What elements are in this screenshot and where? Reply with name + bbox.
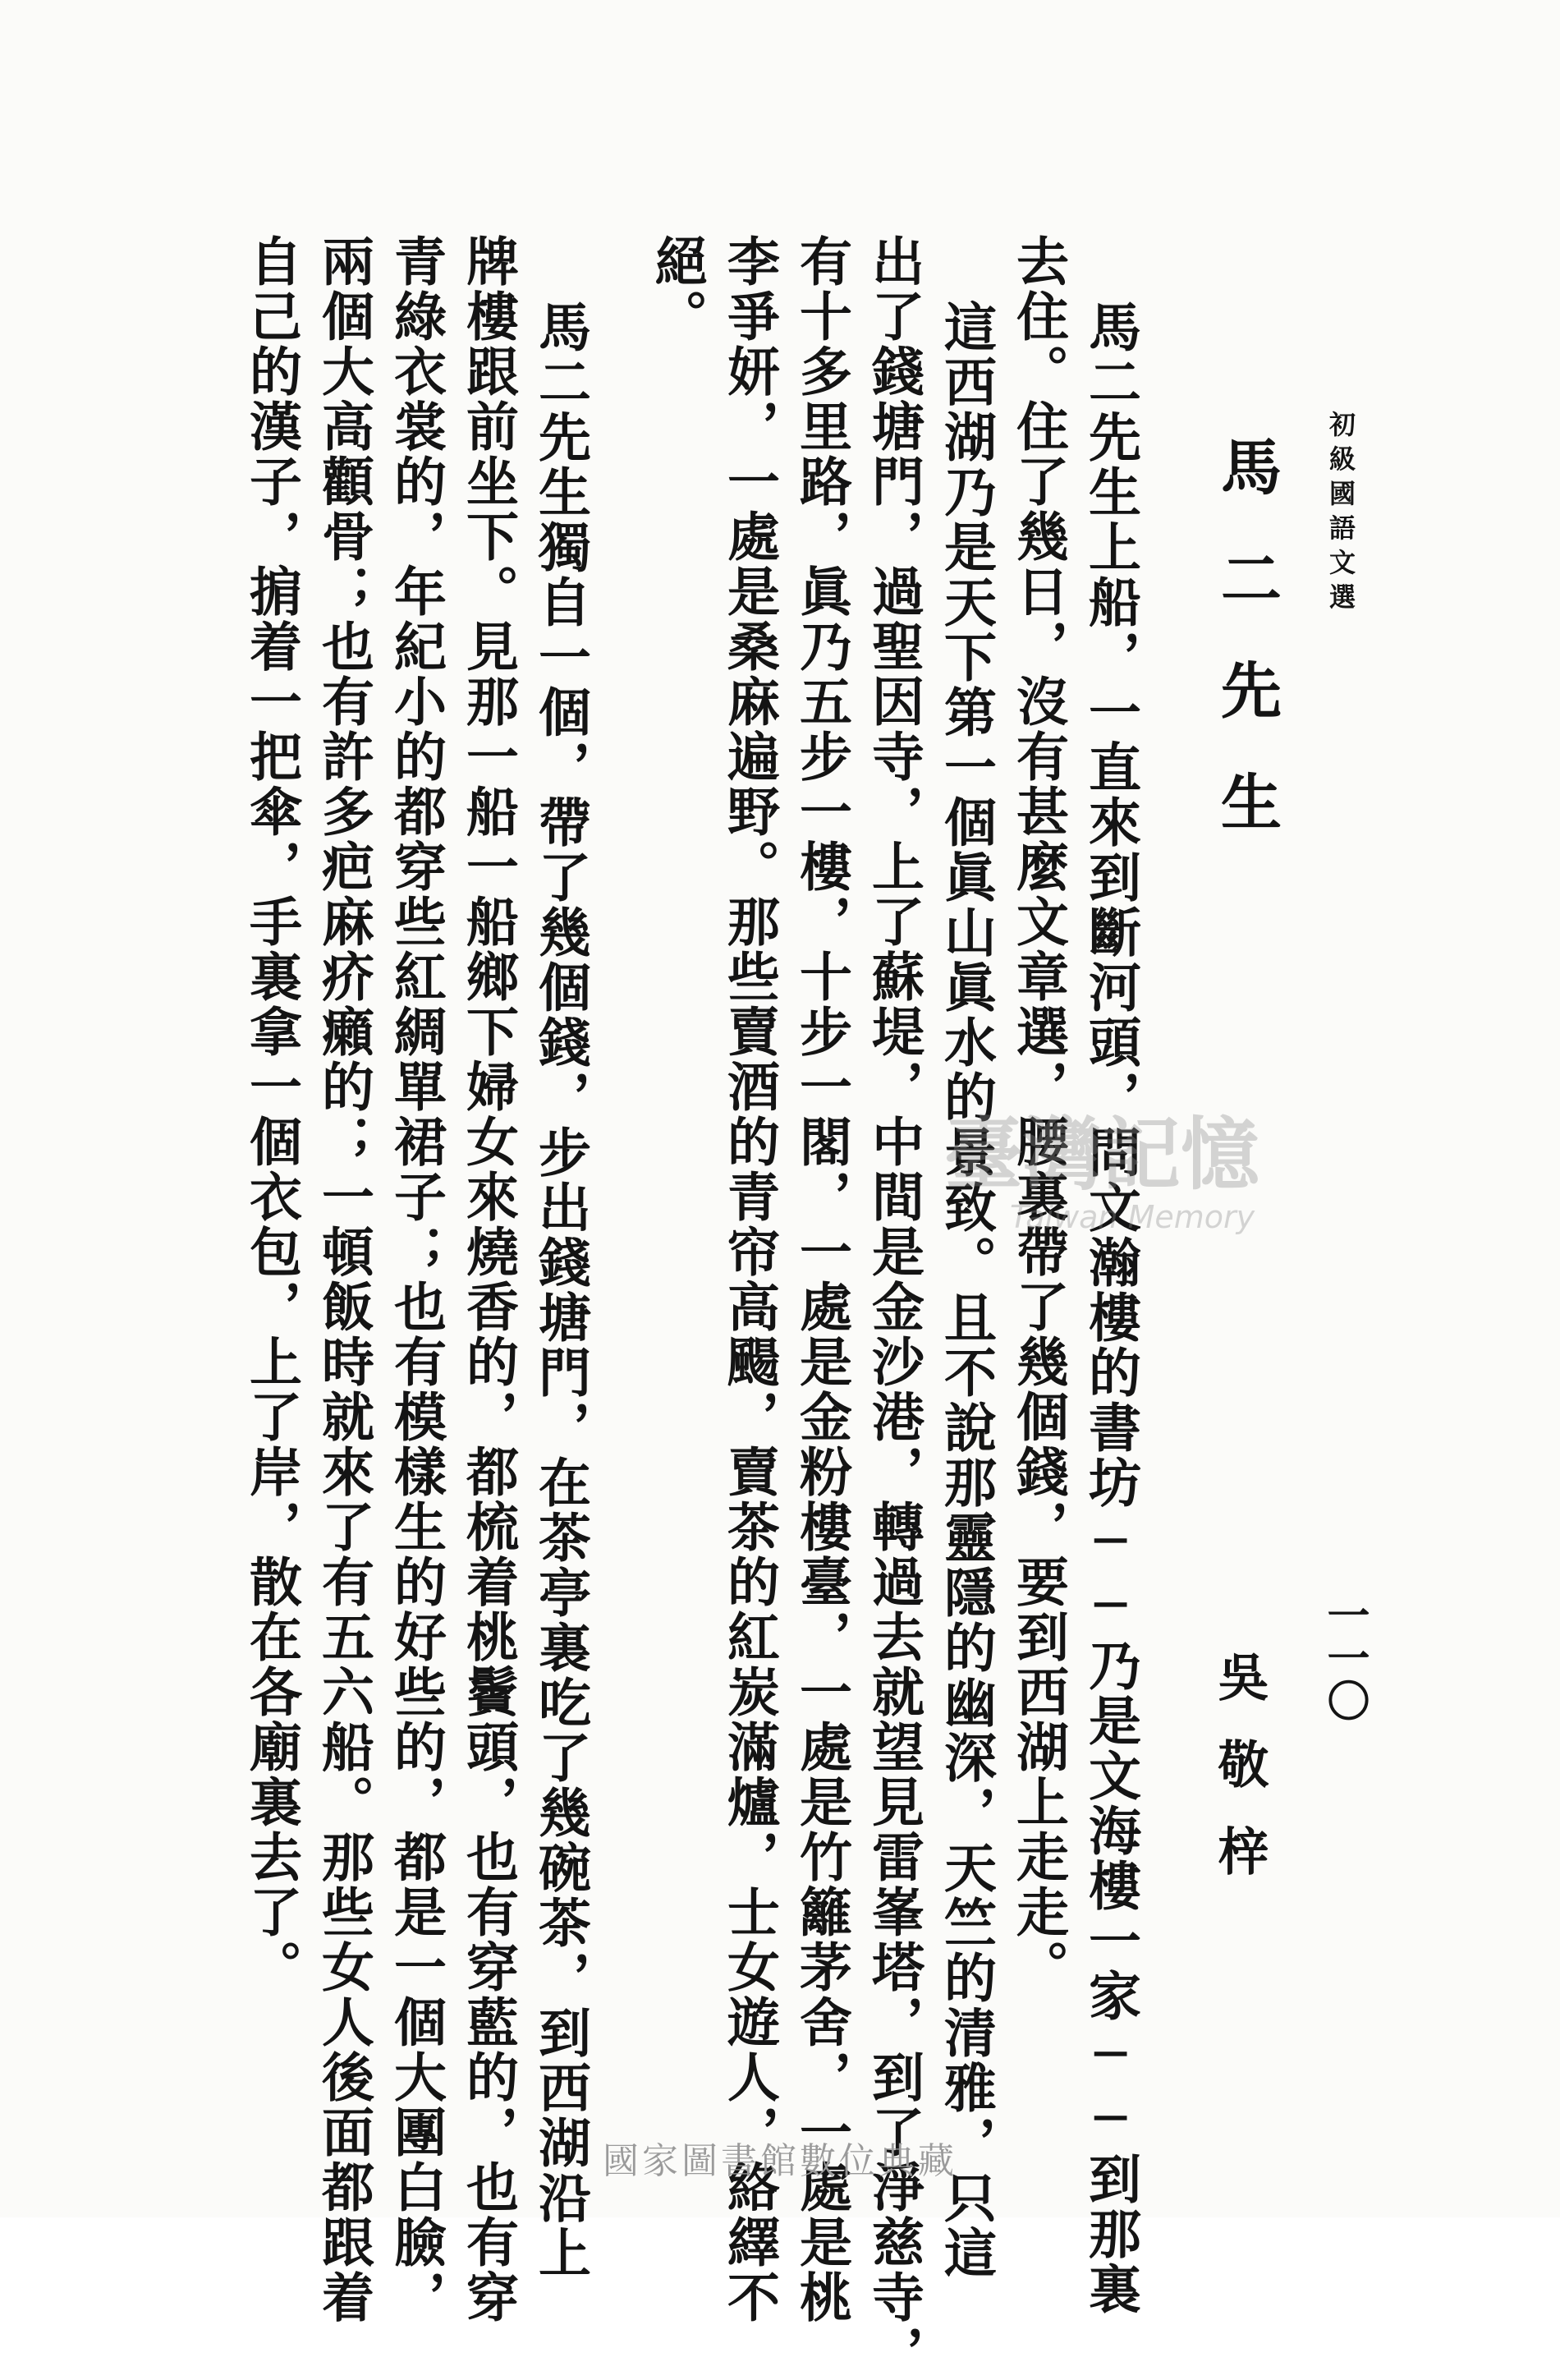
article-title: 馬二先生 xyxy=(1211,435,1282,882)
page-number: 一一〇 xyxy=(1319,1593,1370,1721)
footer-credit: 國家圖書館數位典藏 xyxy=(603,2140,957,2182)
text-column: 青綠衣裳的，年紀小的都穿些紅綢單裙子；也有模樣生的好些的，都是一個大團白臉， xyxy=(385,234,447,2325)
text-column: 馬二先生上船，一直來到斷河頭，問文瀚樓的書坊──乃是文海樓一家──到那裏 xyxy=(1080,300,1141,2317)
text-column: 馬二先生獨自一個，帶了幾個錢，步出錢塘門，在茶亭裏吃了幾碗茶，到西湖沿上 xyxy=(530,300,591,2281)
text-column: 兩個大高顴骨；也有許多疤麻疥癩的；一頓飯時就來了有五六船。那些女人後面都跟着 xyxy=(313,234,374,2325)
text-column: 牌樓跟前坐下。見那一船一船鄉下婦女來燒香的，都梳着桃鬢頭，也有穿藍的，也有穿 xyxy=(457,234,519,2325)
text-column: 這西湖乃是天下第一個眞山眞水的景致。且不說那靈隱的幽深，天竺的清雅，只這 xyxy=(935,300,997,2281)
book-title-header: 初級國語文選 xyxy=(1325,411,1356,618)
watermark-sub: Taiwan Memory xyxy=(1010,1199,1255,1235)
article-author: 吳敬梓 xyxy=(1209,1651,1269,1912)
text-column: 去住。住了幾日，沒有甚麼文章選，腰裏帶了幾個錢，要到西湖上走走。 xyxy=(1007,234,1069,1995)
text-column: 絕。 xyxy=(646,234,708,344)
text-column: 有十多里路，眞乃五步一樓，十步一閣，一處是金粉樓臺，一處是竹籬茅舍，一處是桃 xyxy=(791,234,852,2325)
watermark xyxy=(944,1092,1259,1257)
text-column: 出了錢塘門，過聖因寺，上了蘇堤，中間是金沙港，轉過去就望見雷峯塔，到了淨慈寺， xyxy=(863,234,925,2380)
text-column: 李爭妍，一處是桑麻遍野。那些賣酒的青帘高颺，賣茶的紅炭滿爐，士女遊人，絡繹不 xyxy=(718,234,780,2325)
text-column: 自己的漢子，掮着一把傘，手裏拿一個衣包，上了岸，散在各廟裏去了。 xyxy=(241,234,302,1995)
watermark-main: 臺灣記憶 xyxy=(944,1108,1259,1201)
